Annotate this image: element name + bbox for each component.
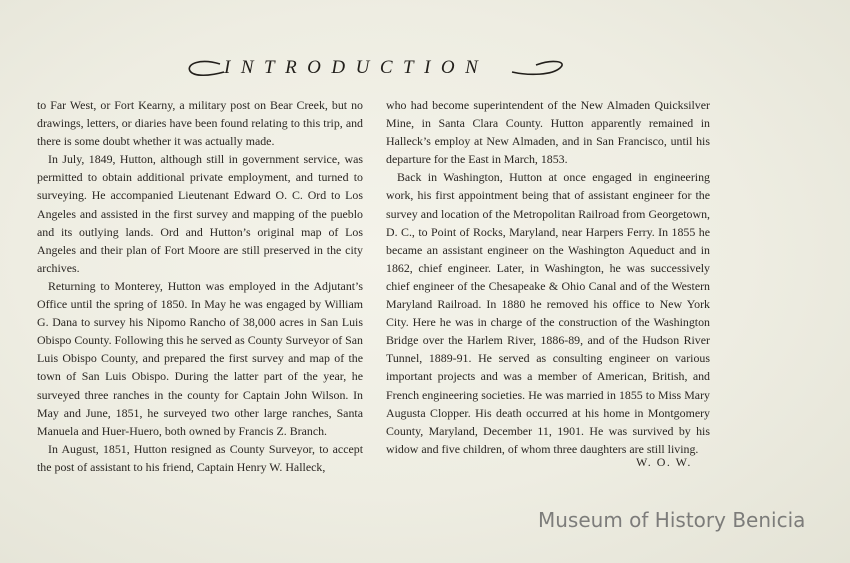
paragraph: who had become superintendent of the New Almaden Quicksilver Mine, in Santa Clara County. Hutton apparently remained in Halleck’s employ at New Almaden, and in San Francisco, until his departure for the East in March, 1853. xyxy=(386,98,710,167)
left-column xyxy=(37,96,363,476)
right-column xyxy=(386,96,710,458)
watermark: Museum of History Benicia xyxy=(538,508,806,532)
paragraph: In August, 1851, Hutton resigned as County Surveyor, to accept the post of assistant to his friend, Captain Henry W. Halleck, xyxy=(37,441,363,474)
author-signature: W. O. W. xyxy=(636,455,692,469)
page-title: INTRODUCTION xyxy=(224,57,489,78)
paragraph: In July, 1849, Hutton, although still in government service, was permitted to obtain additional private employment, and turned to surveying. He accompanied Lieutenant Edward O. C. Ord to Los Angeles and assisted in the first survey and mapping of the pueblo and its outlying lands. Ord and Hutton’s original map of Los Angeles and their plan of Fort Moore are still preserved in the city archives. xyxy=(37,152,363,275)
page-heading xyxy=(180,52,570,88)
paragraph: to Far West, or Fort Kearny, a military post on Bear Creek, but no drawings, letters, or diaries have been found relating to this trip, and there is some doubt whether it was actually made. xyxy=(37,98,363,149)
paragraph: Returning to Monterey, Hutton was employed in the Adjutant’s Office until the spring of 1850. In May he was engaged by William G. Dana to survey his Nipomo Rancho of 38,000 acres in San Luis Obispo County. Following this he served as County Surveyor of San Luis Obispo County, and prepared the first survey and map of the town of San Luis Obispo. During the latter part of the year, he surveyed three ranches in the county for Captain John Wilson. In May and June, 1851, he surveyed two other large ranches, Santa Manuela and Huer-Huero, both owned by Francis Z. Branch. xyxy=(37,278,363,438)
paragraph: Back in Washington, Hutton at once engaged in engineering work, his first appointment being that of assistant engineer for the survey and location of the Metropolitan Railroad from Georgetown, D. C., to Point of Rocks, Maryland, near Harpers Ferry. In 1855 he became an assistant engineer on the Washington Aqueduct and in 1862, chief engineer. Later, in Washington, he was successively chief engineer of the Chesapeake & Ohio Canal and of the Western Maryland Railroad. In 1880 he removed his office to New York City. Here he was in charge of the construction of the Washington Bridge over the Harlem River, 1886-89, and of the Hudson River Tunnel, 1889-91. He served as consulting engineer on various important projects and was a member of American, British, and French engineering societies. He was married in 1855 to Miss Mary Augusta Clopper. His death occurred at his home in Montgomery County, Maryland, December 11, 1901. He was survived by his widow and five children, of whom three daughters are still living. xyxy=(386,170,710,456)
